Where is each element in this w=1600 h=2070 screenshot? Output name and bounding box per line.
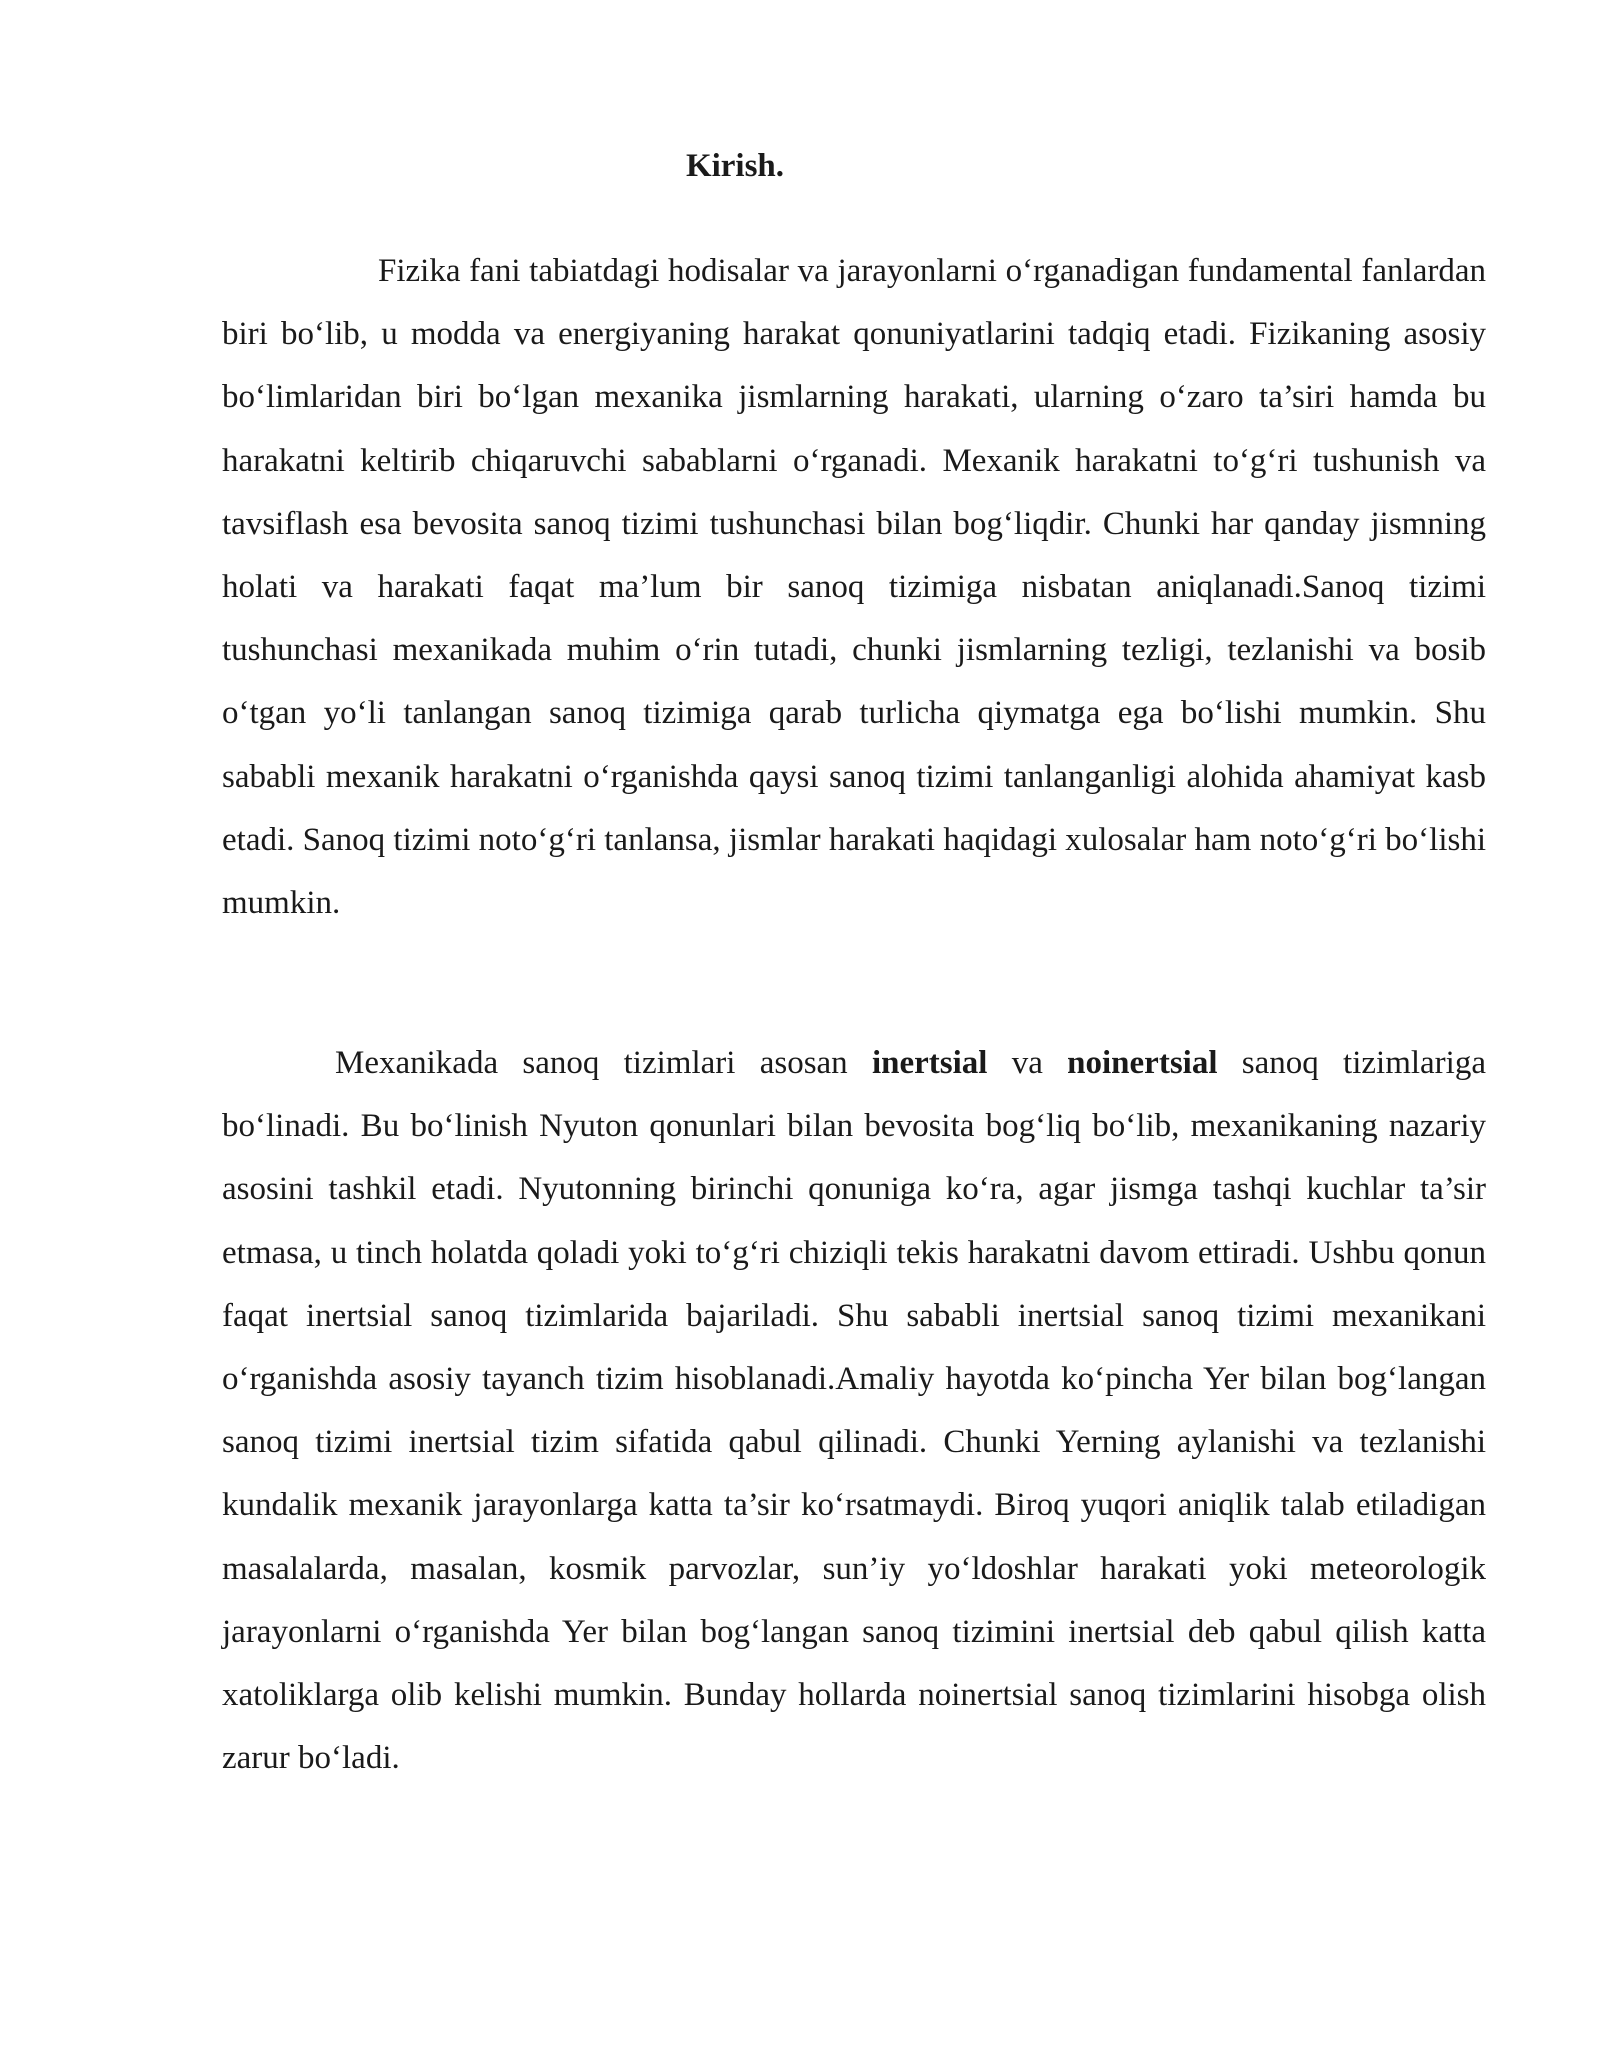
- page-title: Kirish.: [685, 148, 785, 184]
- term-noinertsial: noinertsial: [1067, 1045, 1218, 1081]
- paragraph-frames-connector: va: [987, 1045, 1068, 1081]
- paragraph-intro: Fizika fani tabiatdagi hodisalar va jarayonlarni o‘rganadigan fundamental fanlardan biri bo‘lib, u modda va energiyaning harakat qonuniyatlarini tadqiq etadi. Fizikaning asosiy bo‘limlaridan biri bo‘lgan mexanika jismlarning harakati, ularning o‘zaro ta’siri hamda bu harakatni keltirib chiqaruvchi sabablarni o‘rganadi. Mexanik harakatni to‘g‘ri tushunish va tavsiflash esa bevosita sanoq tizimi tushunchasi bilan bog‘liqdir. Chunki har qanday jismning holati va harakati faqat ma’lum bir sanoq tizimiga nisbatan aniqlanadi.Sanoq tizimi tushunchasi mexanikada muhim o‘rin tutadi, chunki jismlarning tezligi, tezlanishi va bosib o‘tgan yo‘li tanlangan sanoq tizimiga qarab turlicha qiymatga ega bo‘lishi mumkin. Shu sababli mexanik harakatni o‘rganishda qaysi sanoq tizimi tanlanganligi alohida ahamiyat kasb etadi. Sanoq tizimi noto‘g‘ri tanlansa, jismlar harakati haqidagi xulosalar ham noto‘g‘ri bo‘lishi mumkin.: [222, 253, 1486, 922]
- paragraph-frames-lead: Mexanikada sanoq tizimlari asosan: [335, 1045, 872, 1081]
- paragraph-frames: [222, 1032, 1486, 1790]
- paragraph-frames-rest: sanoq tizimlariga bo‘linadi. Bu bo‘linish Nyuton qonunlari bilan bevosita bog‘liq bo‘lib, mexanikaning nazariy asosini tashkil etadi. Nyutonning birinchi qonuniga ko‘ra, agar jismga tashqi kuchlar ta’sir etmasa, u tinch holatda qoladi yoki to‘g‘ri chiziqli tekis harakatni davom ettiradi. Ushbu qonun faqat inertsial sanoq tizimlarida bajariladi. Shu sababli inertsial sanoq tizimi mexanikani o‘rganishda asosiy tayanch tizim hisoblanadi.Amaliy hayotda ko‘pincha Yer bilan bog‘langan sanoq tizimi inertsial tizim sifatida qabul qilinadi. Chunki Yerning aylanishi va tezlanishi kundalik mexanik jarayonlarga katta ta’sir ko‘rsatmaydi. Biroq yuqori aniqlik talab etiladigan masalalarda, masalan, kosmik parvozlar, sun’iy yo‘ldoshlar harakati yoki meteorologik jarayonlarni o‘rganishda Yer bilan bog‘langan sanoq tizimini inertsial deb qabul qilish katta xatoliklarga olib kelishi mumkin. Bunday hollarda noinertsial sanoq tizimlarini hisobga olish zarur bo‘ladi.: [222, 1045, 1486, 1777]
- term-inertsial: inertsial: [871, 1045, 988, 1081]
